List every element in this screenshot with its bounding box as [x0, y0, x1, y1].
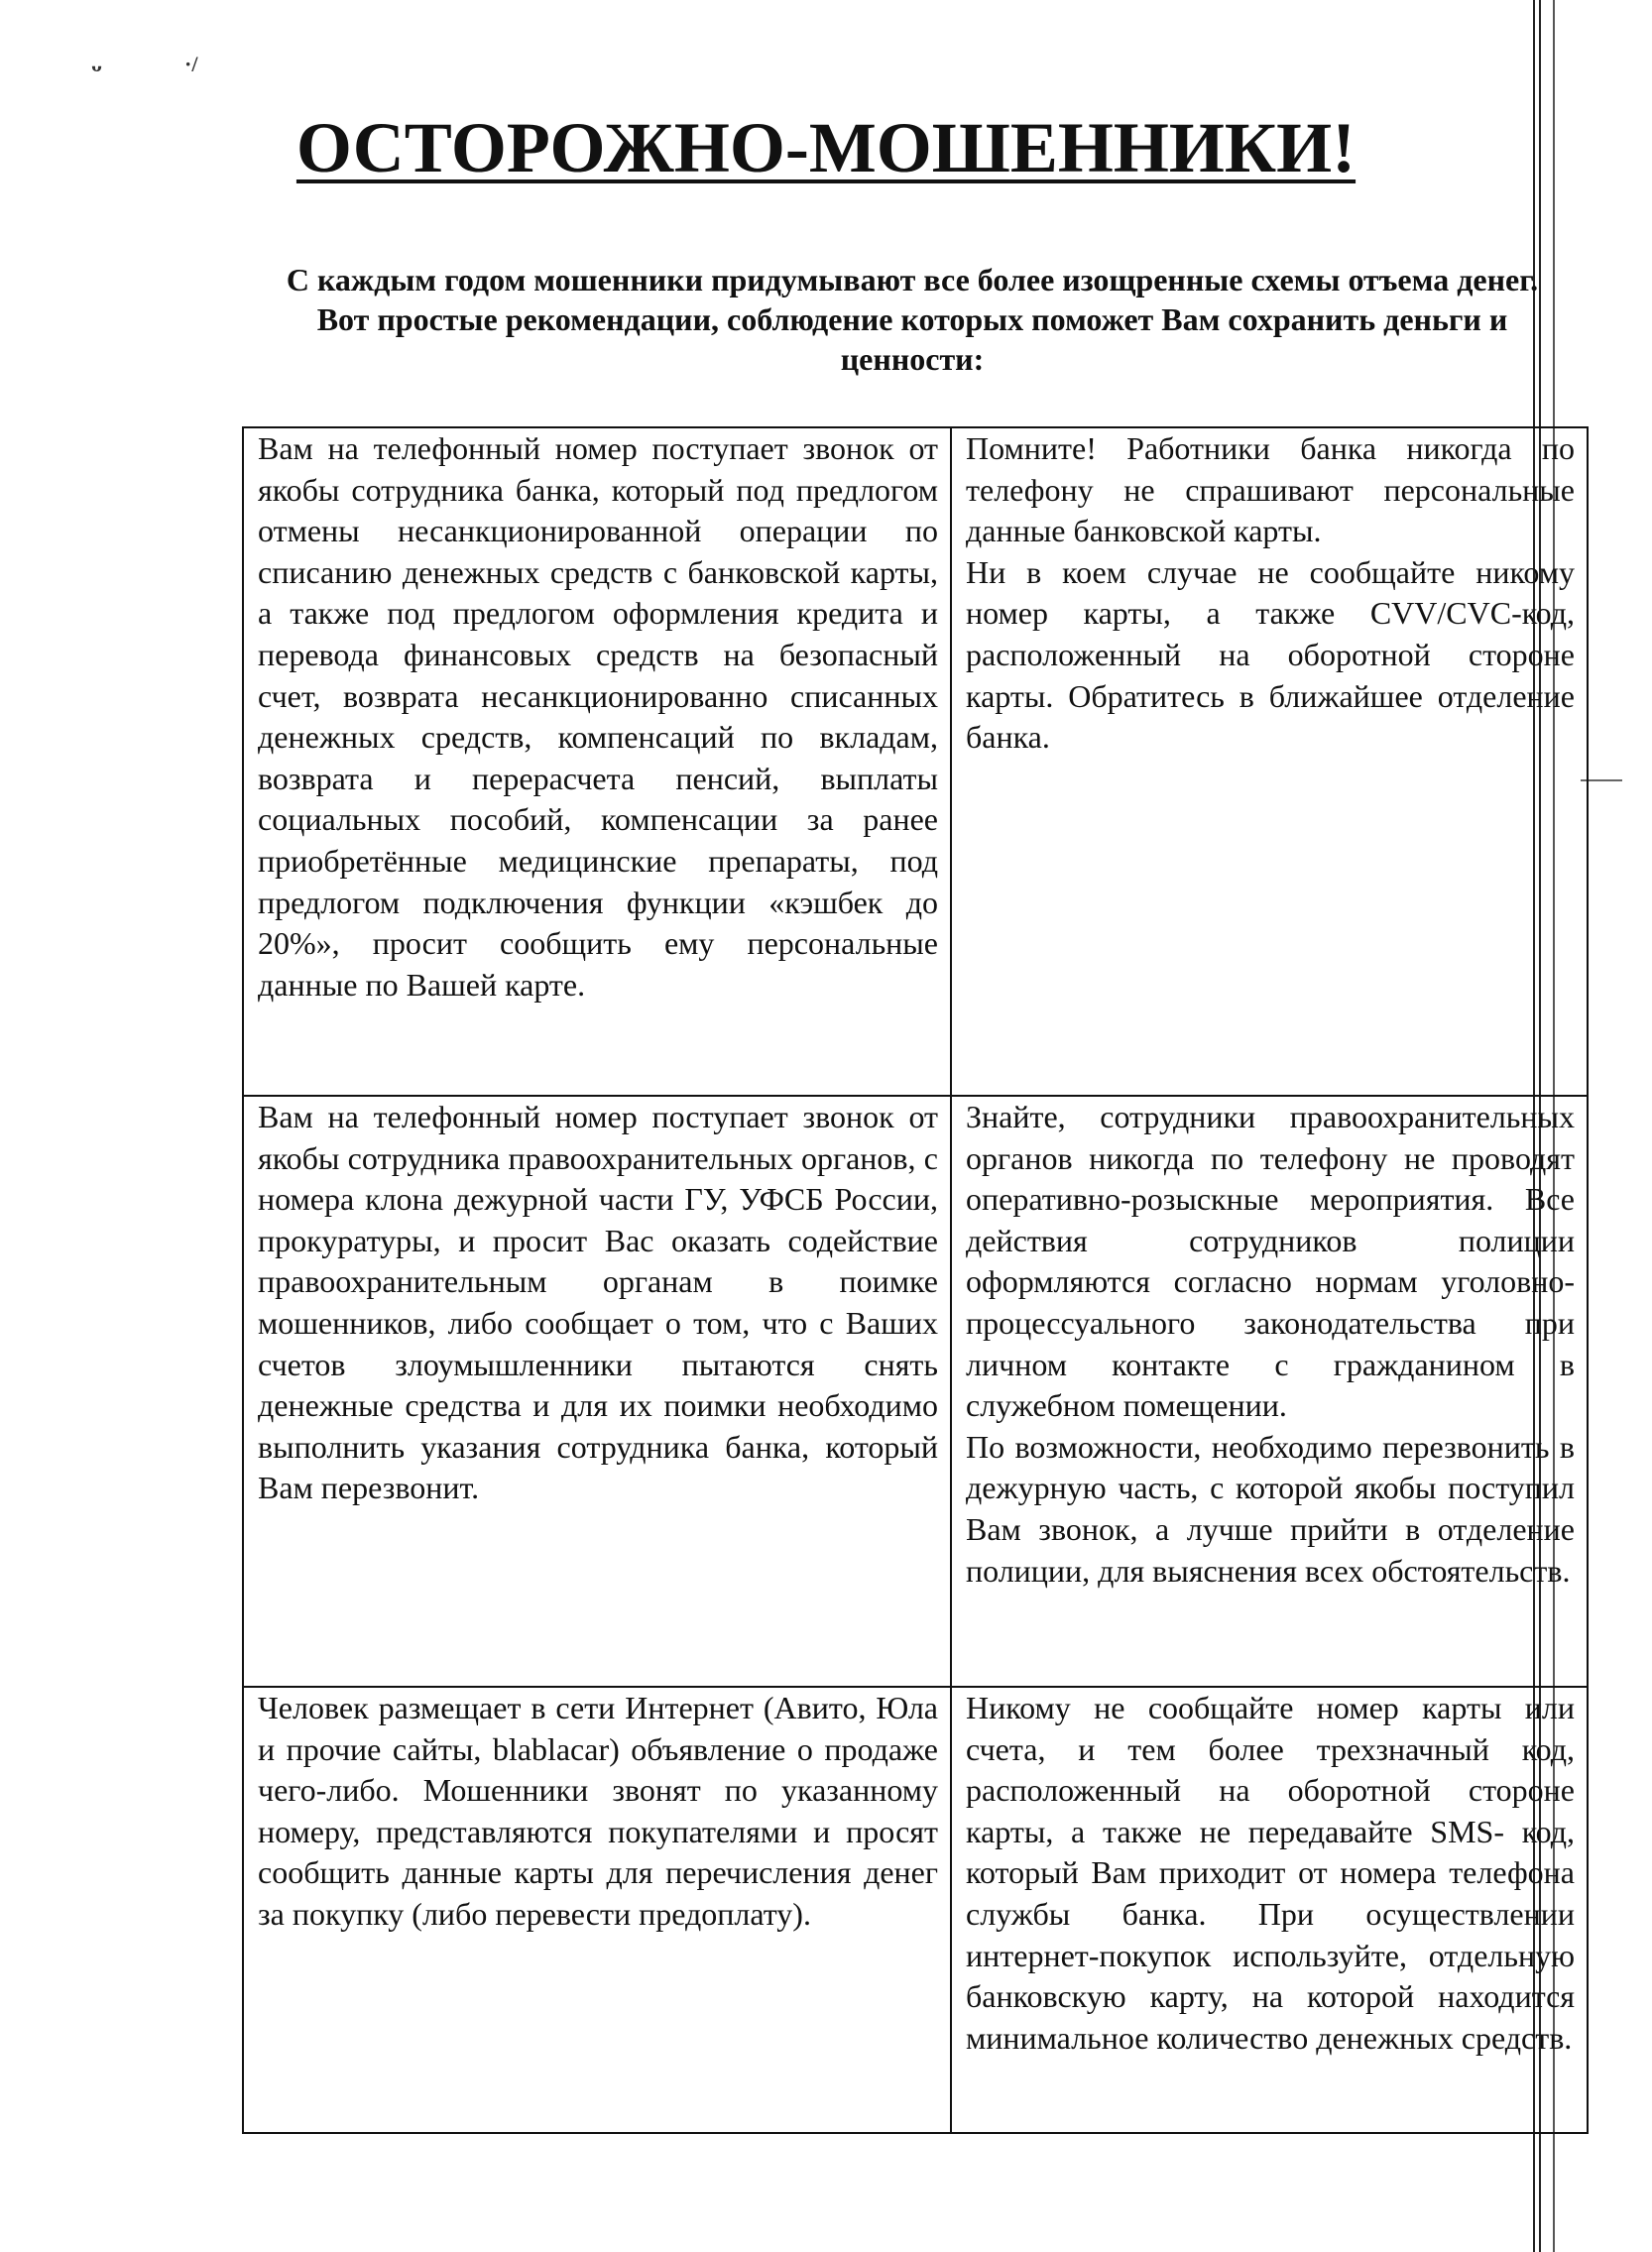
- advice-text: Знайте, сотрудники правоохранительных органов никогда по телефону не проводят оперативно-розыскные мероприятия. Все действия сотрудников полиции оформляются согласно нормам уголовно-процессуального законодательства при личном контакте с гражданином в служебном помещении.: [966, 1099, 1575, 1424]
- advice-cell: [951, 1096, 1588, 1687]
- scheme-cell: [243, 1096, 951, 1687]
- table-row: [243, 1096, 1588, 1687]
- scheme-text: Вам на телефонный номер поступает звонок от якобы сотрудника правоохранительных органов, с номера клона дежурной части ГУ, УФСБ России, прокуратуры, и просит Вас оказать содействие правоохранительным органам в поимке мошенников, либо сообщает о том, что с Ваших счетов злоумышленники пытаются снять денежные средства и для их поимки необходимо выполнить указания сотрудника банка, который Вам перезвонит.: [258, 1099, 938, 1506]
- scan-mark: ·/: [184, 52, 198, 76]
- advice-text: Помните! Работники банка никогда по телефону не спрашивают персональные данные банковской карты.: [966, 430, 1575, 549]
- scheme-text: Вам на телефонный номер поступает звонок от якобы сотрудника банка, который под предлогом отмены несанкционированной операции по списанию денежных средств с банковской карты, а также под предлогом оформления кредита и перевода финансовых средств на безопасный счет, возврата несанкционированно списанных денежных средств, компенсаций по вкладам, возврата и перерасчета пенсий, выплаты социальных пособий, компенсации за ранее приобретённые медицинские препараты, под предлогом подключения функции «кэшбек до 20%», просит сообщить ему персональные данные по Вашей карте.: [258, 430, 938, 1003]
- advice-cell: [951, 1687, 1588, 2133]
- scheme-cell: [243, 427, 951, 1096]
- advice-cell: [951, 427, 1588, 1096]
- advice-table: [242, 426, 1589, 2134]
- scheme-cell: [243, 1687, 951, 2133]
- table-row: [243, 427, 1588, 1096]
- advice-text: Ни в коем случае не сообщайте никому номер карты, а также CVV/CVC-код, расположенный на оборотной стороне карты. Обратитесь в ближайшее отделение банка.: [966, 553, 1575, 756]
- advice-text: Никому не сообщайте номер карты или счета, и тем более трехзначный код, расположенный на оборотной стороне карты, а также не передавайте SMS- код, который Вам приходит от номера телефона службы банка. При осуществлении интернет-покупок используйте, отдельную банковскую карту, на которой находится минимальное количество денежных средств.: [966, 1690, 1575, 2056]
- scheme-text: Человек размещает в сети Интернет (Авито, Юла и прочие сайты, blablacar) объявление о продаже чего-либо. Мошенники звонят по указанному номеру, представляются покупателями и просят сообщить данные карты для перечисления денег за покупку (либо перевести предоплату).: [258, 1690, 938, 1932]
- intro-text: С каждым годом мошенники придумывают все более изощренные схемы отъема денег. Вот простые рекомендации, соблюдение которых поможет Вам сохранить деньги и ценности:: [286, 262, 1539, 377]
- advice-text: По возможности, необходимо перезвонить в дежурную часть, с которой якобы поступил Вам звонок, а лучше прийти в отделение полиции, для выяснения всех обстоятельств.: [966, 1428, 1575, 1589]
- table-row: [243, 1687, 1588, 2133]
- scan-mark: ᴗ: [91, 52, 102, 76]
- page-title: ОСТОРОЖНО-МОШЕННИКИ!: [295, 108, 1357, 187]
